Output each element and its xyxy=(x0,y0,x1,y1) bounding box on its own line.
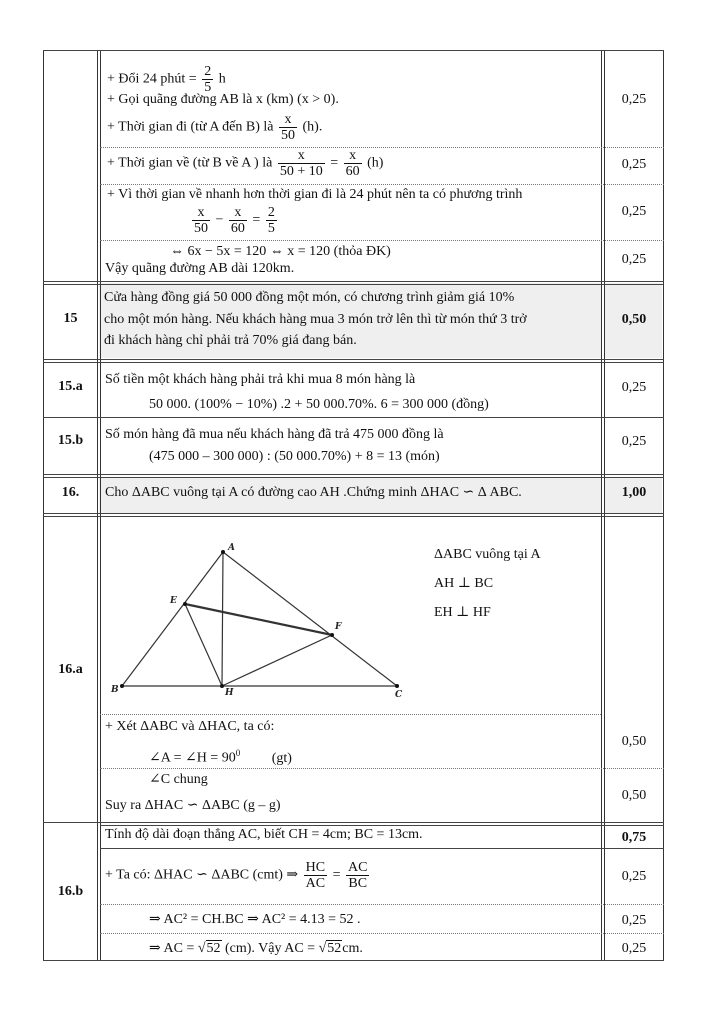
row16b-title-score: 0,75 xyxy=(621,830,647,845)
row15-number: 15 xyxy=(63,311,78,326)
r14-line5: + Vì thời gian về nhanh hơn thời gian đi là 24 phút nên ta có phương trình xyxy=(107,187,523,202)
segment-AH xyxy=(222,552,223,686)
r16b-line3: ⇒ AC = √52 (cm). Vậy AC = √52cm. xyxy=(149,941,363,956)
r14-line1: + Đổi 24 phút = $\frac{2}{5}$ h xyxy=(107,64,226,95)
r16a-line2: ∠A = ∠H = $90^0$ (gt) xyxy=(149,748,292,766)
label-B: B xyxy=(111,685,119,695)
label-H: H xyxy=(225,688,234,698)
r16b-line1: + Ta có: ΔHAC ∽ ΔABC (cmt) ⇒ $\frac{HC}{AC}$ = $\frac{AC}{BC}$ xyxy=(105,860,368,891)
fraction: $\frac{AC}{BC}$ xyxy=(348,860,368,891)
row16b-number: 16.b xyxy=(57,884,84,899)
r15a-line2: 50 000. (100% − 10%) .2 + 50 000.70%. 6 = 300 000 (đồng) xyxy=(149,397,489,412)
segment-FH xyxy=(222,635,332,686)
r16a-line1: + Xét ΔABC và ΔHAC, ta có: xyxy=(105,719,275,734)
fraction: $\frac{HC}{AC}$ xyxy=(305,860,326,891)
r15b-line2: (475 000 – 300 000) : (50 000.70%) + 8 = 13 (món) xyxy=(149,449,440,464)
row16b-score1: 0,25 xyxy=(621,869,647,884)
label-C: C xyxy=(395,690,403,700)
r14-score1: 0,25 xyxy=(621,92,647,107)
fig-note3: EH ⊥ HF xyxy=(434,605,491,620)
r14-score2: 0,25 xyxy=(621,157,647,172)
label-E: E xyxy=(170,596,177,606)
row15b-score: 0,25 xyxy=(621,434,647,449)
fraction: $\frac{x}{60}$ xyxy=(345,148,360,179)
r14-line4: + Thời gian về (từ B về A ) là $\frac{x}{50 + 10}$ = $\frac{x}{60}$ (h) xyxy=(107,148,384,179)
r16a-line4: Suy ra ΔHAC ∽ ΔABC (g – g) xyxy=(105,798,281,813)
r15-line2: cho một món hàng. Nếu khách hàng mua 3 món trở lên thì từ món thứ 3 trở xyxy=(104,312,527,327)
segment-AB xyxy=(122,552,223,686)
r14-line6: ⇔ 6x − 5x = 120 ⇔ x = 120 (thỏa ĐK) xyxy=(170,244,391,259)
row16b-score2: 0,25 xyxy=(621,913,647,928)
label-F: F xyxy=(335,622,342,632)
r16b-title: Tính độ dài đoạn thẳng AC, biết CH = 4cm; BC = 13cm. xyxy=(105,827,423,842)
fraction: $\frac{x}{50}$ xyxy=(281,112,296,143)
row15a-score: 0,25 xyxy=(621,380,647,395)
fraction: $\frac{x}{50}$ xyxy=(194,205,208,236)
fraction: $\frac{2}{5}$ xyxy=(204,64,212,95)
r15a-line1: Số tiền một khách hàng phải trả khi mua 8 món hàng là xyxy=(105,372,416,387)
r14-line2: + Gọi quãng đường AB là x (km) (x > 0). xyxy=(107,92,339,107)
row16b-score3: 0,25 xyxy=(621,941,647,956)
fraction: $\frac{x}{50 + 10}$ xyxy=(279,148,323,179)
fig-note1: ΔABC vuông tại A xyxy=(434,547,541,562)
segment-AC xyxy=(223,552,397,686)
fraction: $\frac{2}{5}$ xyxy=(267,205,275,236)
r14-line7: Vậy quãng đường AB dài 120km. xyxy=(105,261,295,276)
row15-score: 0,50 xyxy=(621,312,647,327)
r14-equation: $\frac{x}{50}$ − $\frac{x}{60}$ = $\frac{2}{5}$ xyxy=(194,205,275,236)
row16a-score1: 0,50 xyxy=(621,734,647,749)
triangle-figure xyxy=(100,520,430,705)
r14-score4: 0,25 xyxy=(621,252,647,267)
row16a-number: 16.a xyxy=(58,662,83,677)
row15a-number: 15.a xyxy=(58,379,83,394)
r14-line3: + Thời gian đi (từ A đến B) là $\frac{x}{50}$ (h). xyxy=(107,112,323,143)
label-A: A xyxy=(228,543,235,553)
r15-line1: Cửa hàng đồng giá 50 000 đồng một món, có chương trình giảm giá 10% xyxy=(104,290,515,305)
segment-EH xyxy=(185,604,222,686)
row15b-number: 15.b xyxy=(57,433,84,448)
row16a-score2: 0,50 xyxy=(621,788,647,803)
row16-number: 16. xyxy=(61,485,80,500)
r16a-line3: ∠C chung xyxy=(149,772,208,787)
fraction: $\frac{x}{60}$ xyxy=(230,205,245,236)
r16-line1: Cho ΔABC vuông tại A có đường cao AH .Chứng minh ΔHAC ∽ Δ ABC. xyxy=(105,485,522,500)
fig-note2: AH ⊥ BC xyxy=(434,576,494,591)
r14-score3: 0,25 xyxy=(621,204,647,219)
r15b-line1: Số món hàng đã mua nếu khách hàng đã trả 475 000 đồng là xyxy=(105,427,444,442)
row16-score: 1,00 xyxy=(621,485,647,500)
r16b-line2: ⇒ AC² = CH.BC ⇒ AC² = 4.13 = 52 . xyxy=(149,912,361,927)
r15-line3: đi khách hàng chỉ phải trả 70% giá đang bán. xyxy=(104,333,357,348)
